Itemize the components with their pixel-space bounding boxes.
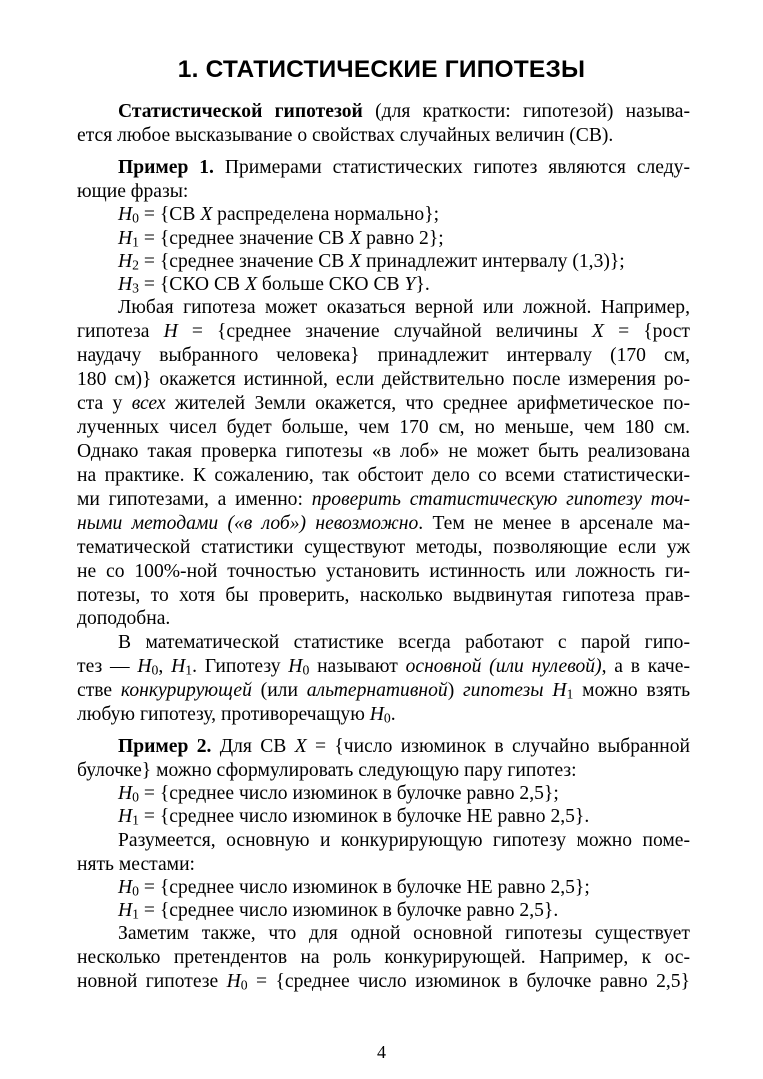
italic-run: H bbox=[118, 900, 133, 921]
text-run: больше СКО СВ bbox=[256, 274, 405, 295]
italic-run: H bbox=[118, 783, 133, 804]
text-line bbox=[77, 655, 690, 679]
subscript: 0 bbox=[132, 789, 140, 805]
text-run: булочке} можно сформулировать следующую пару гипотез: bbox=[77, 760, 577, 781]
text-line bbox=[77, 703, 690, 727]
text-line bbox=[77, 536, 690, 560]
text-line bbox=[118, 922, 690, 946]
text-run: }. bbox=[415, 274, 430, 295]
text-line bbox=[77, 464, 690, 488]
subscript: 1 bbox=[132, 906, 140, 922]
italic-run: H bbox=[171, 656, 186, 677]
italic-run: X bbox=[592, 321, 605, 342]
text-run: нять местами: bbox=[77, 854, 196, 875]
italic-run: X bbox=[294, 736, 307, 757]
text-line bbox=[77, 970, 690, 994]
text-run: Разумеется, основную и конкурирующую гипотезу можно поме- bbox=[118, 830, 690, 851]
text-run: несколько претендентов на роль конкурирующей. Например, к ос- bbox=[77, 947, 690, 968]
text-run: любую гипотезу, противоречащую bbox=[77, 704, 370, 725]
italic-run: основной (или нулевой) bbox=[405, 656, 602, 677]
bold-run: Пример 1. bbox=[118, 157, 214, 178]
text-run: = {СВ bbox=[139, 204, 201, 225]
text-run: = {среднее число изюминок в булочке равно 2,5} bbox=[247, 971, 690, 992]
text-line bbox=[77, 488, 690, 512]
text-run: ми гипотезами, а именно: bbox=[77, 489, 312, 510]
text-line bbox=[77, 320, 690, 344]
subscript: 3 bbox=[132, 280, 140, 296]
italic-run: H bbox=[118, 877, 133, 898]
subscript: 0 bbox=[302, 662, 310, 678]
text-line bbox=[118, 782, 690, 806]
text-run: ющие фразы: bbox=[77, 181, 189, 202]
text-line bbox=[77, 607, 690, 631]
subscript: 0 bbox=[240, 977, 248, 993]
text-line bbox=[118, 273, 690, 297]
text-run: стве bbox=[77, 680, 121, 701]
text-line bbox=[77, 368, 690, 392]
text-line bbox=[77, 946, 690, 970]
text-line bbox=[118, 805, 690, 829]
text-run: лученных чисел будет больше, чем 170 см, но меньше, чем 180 см. bbox=[77, 417, 690, 438]
text-run: можно взять bbox=[573, 680, 691, 701]
text-run: равно 2}; bbox=[361, 228, 444, 249]
italic-run: H bbox=[137, 656, 152, 677]
text-line bbox=[118, 203, 690, 227]
text-run: Однако такая проверка гипотезы «в лоб» не может быть реализована bbox=[77, 441, 690, 462]
bold-run: Пример 2. bbox=[118, 736, 212, 757]
text-run: = {среднее значение случайной величины bbox=[177, 321, 593, 342]
text-line bbox=[77, 679, 690, 703]
subscript: 1 bbox=[132, 812, 140, 828]
text-line bbox=[77, 416, 690, 440]
text-line bbox=[77, 440, 690, 464]
italic-run: Y bbox=[404, 274, 416, 295]
text-run: тез — bbox=[77, 656, 138, 677]
text-run: ется любое высказывание о свойствах случайных величин (СВ). bbox=[77, 125, 614, 146]
text-run: потезы, то хотя бы проверить, насколько выдвинутая гипотеза прав- bbox=[77, 585, 690, 606]
italic-run: H bbox=[118, 228, 133, 249]
chapter-title: 1. СТАТИСТИЧЕСКИЕ ГИПОТЕЗЫ bbox=[177, 56, 586, 83]
text-run: распределена нормально}; bbox=[212, 204, 440, 225]
text-run: называют bbox=[309, 656, 406, 677]
text-line bbox=[118, 829, 690, 853]
italic-run: H bbox=[118, 204, 133, 225]
text-run: наудачу выбранного человека} принадлежит интервалу (170 см, bbox=[77, 345, 690, 366]
text-line bbox=[77, 180, 690, 204]
subscript: 0 bbox=[132, 883, 140, 899]
text-run: . Тем не менее в арсенале ма- bbox=[418, 513, 690, 534]
text-run: = {число изюминок в случайно выбранной bbox=[306, 736, 690, 757]
text-line bbox=[118, 250, 690, 274]
text-run: не со 100%-ной точностью установить истинность или ложность ги- bbox=[77, 561, 690, 582]
text-run: = {среднее число изюминок в булочке равно 2,5}. bbox=[139, 900, 559, 921]
subscript: 1 bbox=[185, 662, 193, 678]
italic-run: проверить статистическую гипотезу точ- bbox=[311, 489, 690, 510]
text-run: = {среднее значение СВ bbox=[139, 228, 350, 249]
italic-run: X bbox=[200, 204, 213, 225]
text-line bbox=[77, 512, 690, 536]
text-run: Заметим также, что для одной основной гипотезы существует bbox=[118, 923, 690, 944]
text-line bbox=[118, 100, 690, 124]
italic-run: H bbox=[369, 704, 384, 725]
text-run: (или bbox=[251, 680, 307, 701]
italic-run: X bbox=[245, 274, 257, 295]
subscript: 0 bbox=[132, 210, 140, 226]
italic-run: конкурирующей bbox=[120, 680, 252, 701]
italic-run: ными методами («в лоб») невозможно bbox=[77, 513, 419, 534]
italic-run: X bbox=[349, 228, 362, 249]
text-run: гипотеза bbox=[77, 321, 164, 342]
text-line bbox=[118, 227, 690, 251]
text-run: доподобна. bbox=[77, 608, 171, 629]
text-run: = {среднее число изюминок в булочке НЕ равно 2,5}; bbox=[139, 877, 590, 898]
text-line bbox=[77, 584, 690, 608]
italic-run: всех bbox=[131, 393, 166, 414]
text-run: = {среднее значение СВ bbox=[139, 251, 350, 272]
text-line bbox=[77, 759, 690, 783]
subscript: 2 bbox=[132, 257, 140, 273]
text-run: , bbox=[158, 656, 172, 677]
italic-run: H bbox=[118, 806, 133, 827]
text-run: Для СВ bbox=[211, 736, 295, 757]
text-run: . bbox=[390, 704, 396, 725]
text-run: Любая гипотеза может оказаться верной или ложной. Например, bbox=[118, 297, 690, 318]
text-run: = {рост bbox=[604, 321, 690, 342]
italic-run: X bbox=[349, 251, 362, 272]
subscript: 1 bbox=[566, 686, 574, 702]
text-run: = {среднее число изюминок в булочке равно 2,5}; bbox=[139, 783, 559, 804]
text-line bbox=[77, 560, 690, 584]
italic-run: гипотезы H bbox=[463, 680, 567, 701]
text-line bbox=[118, 899, 690, 923]
text-run: Примерами статистических гипотез являются следу- bbox=[213, 157, 690, 178]
page-number: 4 bbox=[377, 1042, 386, 1062]
text-run: = {среднее число изюминок в булочке НЕ равно 2,5}. bbox=[139, 806, 590, 827]
text-run: = {СКО СВ bbox=[139, 274, 246, 295]
text-line bbox=[118, 631, 690, 655]
italic-run: H bbox=[163, 321, 178, 342]
text-run: В математической статистике всегда работают с парой гипо- bbox=[118, 632, 690, 653]
text-run: на практике. К сожалению, так обстоит дело со всеми статистически- bbox=[77, 465, 690, 486]
italic-run: альтернативной bbox=[306, 680, 448, 701]
text-line bbox=[118, 735, 690, 759]
text-run: , а в каче- bbox=[601, 656, 690, 677]
text-line bbox=[77, 392, 690, 416]
italic-run: H bbox=[118, 274, 133, 295]
italic-run: H bbox=[288, 656, 303, 677]
text-run: (для краткости: гипотезой) называ- bbox=[362, 101, 690, 122]
text-run: принадлежит интервалу (1,3)}; bbox=[361, 251, 625, 272]
text-run: новной гипотезе bbox=[77, 971, 227, 992]
text-line bbox=[118, 156, 690, 180]
text-run: тематической статистики существуют методы, позволяющие если уж bbox=[77, 537, 690, 558]
text-line bbox=[77, 124, 690, 148]
text-run: ) bbox=[447, 680, 464, 701]
subscript: 1 bbox=[132, 234, 140, 250]
text-run: жителей Земли окажется, что среднее арифметическое по- bbox=[165, 393, 690, 414]
text-line bbox=[118, 296, 690, 320]
text-run: . Гипотезу bbox=[192, 656, 289, 677]
text-line bbox=[77, 853, 690, 877]
text-run: 180 см)} окажется истинной, если действительно после измерения ро- bbox=[77, 369, 690, 390]
subscript: 0 bbox=[383, 710, 391, 726]
italic-run: H bbox=[226, 971, 241, 992]
bold-run: Статистической гипотезой bbox=[118, 101, 363, 122]
text-line bbox=[118, 876, 690, 900]
subscript: 0 bbox=[151, 662, 159, 678]
text-line bbox=[77, 344, 690, 368]
italic-run: H bbox=[118, 251, 133, 272]
text-run: ста у bbox=[77, 393, 132, 414]
